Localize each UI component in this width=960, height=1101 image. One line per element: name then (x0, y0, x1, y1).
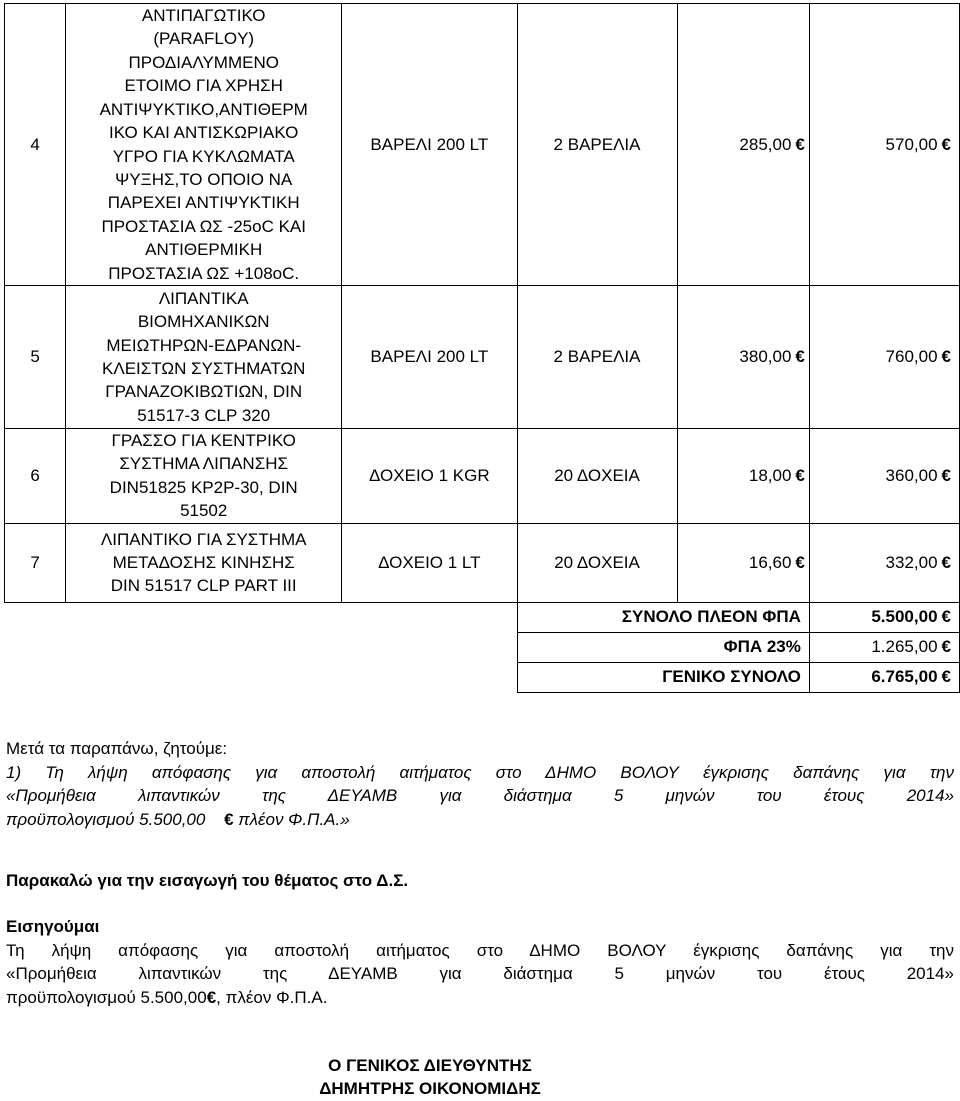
item-unit-price (677, 429, 809, 524)
item-unit: ΒΑΡΕΛΙ 200 LT (342, 4, 517, 286)
item-unit: ΔΟΧΕΙΟ 1 KGR (342, 429, 517, 524)
proposal-line-3 (6, 986, 954, 1010)
summary-row (5, 602, 960, 632)
euro-icon: € (941, 607, 951, 627)
table-row (5, 429, 960, 524)
request-vat: πλέον Φ.Π.Α.» (238, 809, 350, 829)
item-number: 6 (5, 429, 66, 524)
total-value: 570,00 (885, 134, 938, 154)
description-line: ΙΚΟ ΚΑΙ ΑΝΤΙΣΚΩΡΙΑΚΟ (109, 123, 299, 143)
euro-icon: € (941, 637, 951, 657)
summary-value (809, 662, 959, 692)
item-total (809, 523, 959, 602)
description-line: ΑΝΤΙΘΕΡΜΙΚΗ (145, 240, 263, 260)
summary-row (5, 662, 960, 692)
summary-label: ΣΥΝΟΛΟ ΠΛΕΟΝ ΦΠΑ (517, 602, 809, 632)
summary-row (5, 632, 960, 662)
description-line: ΛΙΠΑΝΤΙΚΑ (158, 288, 249, 308)
price-value: 380,00 (739, 347, 792, 366)
items-table (4, 3, 960, 693)
request-line-3 (6, 808, 954, 832)
summary-label: ΓΕΝΙΚΟ ΣΥΝΟΛΟ (517, 662, 809, 692)
item-number: 5 (5, 286, 66, 429)
table-row (5, 286, 960, 429)
description-line: ΜΕΤΑΔΟΣΗΣ ΚΙΝΗΣΗΣ (112, 552, 295, 572)
euro-icon: € (206, 987, 217, 1007)
description-line: ΛΙΠΑΝΤΙΚΟ ΓΙΑ ΣΥΣΤΗΜΑ (100, 529, 307, 549)
item-unit: ΒΑΡΕΛΙ 200 LT (342, 286, 517, 429)
item-quantity: 2 ΒΑΡΕΛΙΑ (517, 4, 677, 286)
description-line: ΨΥΞΗΣ,ΤΟ ΟΠΟΙΟ ΝΑ (115, 169, 293, 189)
description-line: ΑΝΤΙΠΑΓΩΤΙΚΟ (141, 6, 266, 26)
signature-title: Ο ΓΕΝΙΚΟΣ ΔΙΕΥΘΥΝΤΗΣ (328, 1056, 532, 1075)
intro-text: Μετά τα παραπάνω, ζητούμε: (6, 739, 228, 758)
summary-amount: 6.765,00 (871, 667, 938, 687)
summary-spacer (5, 632, 518, 662)
summary-spacer (5, 602, 518, 632)
item-total (809, 429, 959, 524)
description-line: ΓΡΑΝΑΖΟΚΙΒΩΤΙΩΝ, DIN (105, 382, 303, 402)
description-line: ΣΥΣΤΗΜΑ ΛΙΠΑΝΣΗΣ (119, 454, 289, 474)
euro-icon: € (941, 134, 951, 154)
euro-icon: € (795, 465, 805, 485)
signature-name: ΔΗΜΗΤΡΗΣ ΟΙΚΟΝΟΜΙΔΗΣ (319, 1079, 541, 1098)
euro-icon: € (941, 347, 951, 366)
item-description (66, 4, 342, 286)
description-line: ΚΛΕΙΣΤΩΝ ΣΥΣΤΗΜΑΤΩΝ (102, 359, 306, 378)
total-value: 360,00 (885, 465, 938, 485)
description-line: DIN51825 KP2P-30, DIN (109, 477, 298, 497)
description-line: ΠΑΡΕΧΕΙ ΑΝΤΙΨΥΚΤΙΚΗ (107, 193, 300, 213)
item-number: 4 (5, 4, 66, 286)
proposal-line-1: Τη λήψη απόφασης για αποστολή αιτήματος στο ΔΗΜΟ ΒΟΛΟΥ έγκρισης δαπάνης για την (6, 940, 954, 960)
euro-icon: € (941, 465, 951, 485)
table-row (5, 4, 960, 286)
euro-icon: € (941, 667, 951, 687)
price-value: 285,00 (739, 134, 792, 154)
price-value: 16,60 (748, 552, 792, 572)
proposal-budget: προϋπολογισμού 5.500,00 (6, 987, 207, 1007)
item-unit: ΔΟΧΕΙΟ 1 LT (342, 523, 517, 602)
proposal-heading: Εισηγούμαι (6, 917, 100, 936)
item-number: 7 (5, 523, 66, 602)
summary-amount: 1.265,00 (871, 637, 938, 657)
description-line: ΕΤΟΙΜΟ ΓΙΑ ΧΡΗΣΗ (124, 76, 283, 96)
proposal-line-2: «Προμήθεια λιπαντικών της ΔΕΥΑΜΒ για διάστημα 5 μηνών του έτους 2014» (6, 964, 954, 984)
summary-value (809, 602, 959, 632)
euro-icon: € (795, 552, 805, 572)
request-section (6, 737, 954, 831)
item-unit-price (677, 4, 809, 286)
description-line: ΑΝΤΙΨΥΚΤΙΚΟ,ΑΝΤΙΘΕΡΜ (99, 99, 308, 119)
total-value: 332,00 (885, 552, 938, 572)
item-quantity: 20 ΔΟΧΕΙΑ (517, 523, 677, 602)
item-description (66, 286, 342, 429)
description-line: ΠΡΟΔΙΑΛΥΜΜΕΝΟ (128, 52, 279, 72)
item-total (809, 4, 959, 286)
description-line: DIN 51517 CLP PART III (110, 576, 297, 596)
proposal-section (6, 915, 954, 1009)
description-line: (PARAFLOY) (153, 29, 255, 49)
euro-icon: € (224, 809, 234, 829)
euro-icon: € (941, 552, 951, 572)
request-line-1: 1) Τη λήψη απόφασης για αποστολή αιτήματος στο ΔΗΜΟ ΒΟΛΟΥ έγκρισης δαπάνης για την (6, 762, 954, 782)
euro-icon: € (795, 347, 805, 366)
summary-spacer (5, 662, 518, 692)
description-line: ΠΡΟΣΤΑΣΙΑ ΩΣ +108oC. (108, 263, 300, 283)
item-quantity: 20 ΔΟΧΕΙΑ (517, 429, 677, 524)
summary-amount: 5.500,00 (871, 607, 938, 627)
description-line: ΠΡΟΣΤΑΣΙΑ ΩΣ -25oC ΚΑΙ (101, 216, 306, 236)
euro-icon: € (795, 134, 805, 154)
item-unit-price (677, 286, 809, 429)
item-description (66, 523, 342, 602)
summary-value (809, 632, 959, 662)
description-line: ΓΡΑΣΣΟ ΓΙΑ ΚΕΝΤΡΙΚΟ (111, 431, 296, 450)
price-value: 18,00 (748, 465, 792, 485)
request-line-2: «Προμήθεια λιπαντικών της ΔΕΥΑΜΒ για διάστημα 5 μηνών του έτους 2014» (6, 786, 954, 806)
item-description (66, 429, 342, 524)
description-line: 51502 (180, 501, 228, 521)
description-line: ΒΙΟΜΗΧΑΝΙΚΩΝ (137, 312, 270, 332)
please-text: Παρακαλώ για την εισαγωγή του θέματος στο Δ.Σ. (6, 871, 409, 890)
total-value: 760,00 (885, 347, 938, 366)
item-quantity: 2 ΒΑΡΕΛΙΑ (517, 286, 677, 429)
summary-label: ΦΠΑ 23% (517, 632, 809, 662)
item-total (809, 286, 959, 429)
description-line: 51517-3 CLP 320 (137, 405, 271, 425)
description-line: ΜΕΙΩΤΗΡΩΝ-ΕΔΡΑΝΩΝ- (106, 335, 302, 355)
request-budget: προϋπολογισμού 5.500,00 (6, 809, 206, 829)
proposal-vat: , πλέον Φ.Π.Α. (216, 987, 328, 1007)
item-unit-price (677, 523, 809, 602)
table-row (5, 523, 960, 602)
description-line: ΥΓΡΟ ΓΙΑ ΚΥΚΛΩΜΑΤΑ (112, 146, 295, 166)
